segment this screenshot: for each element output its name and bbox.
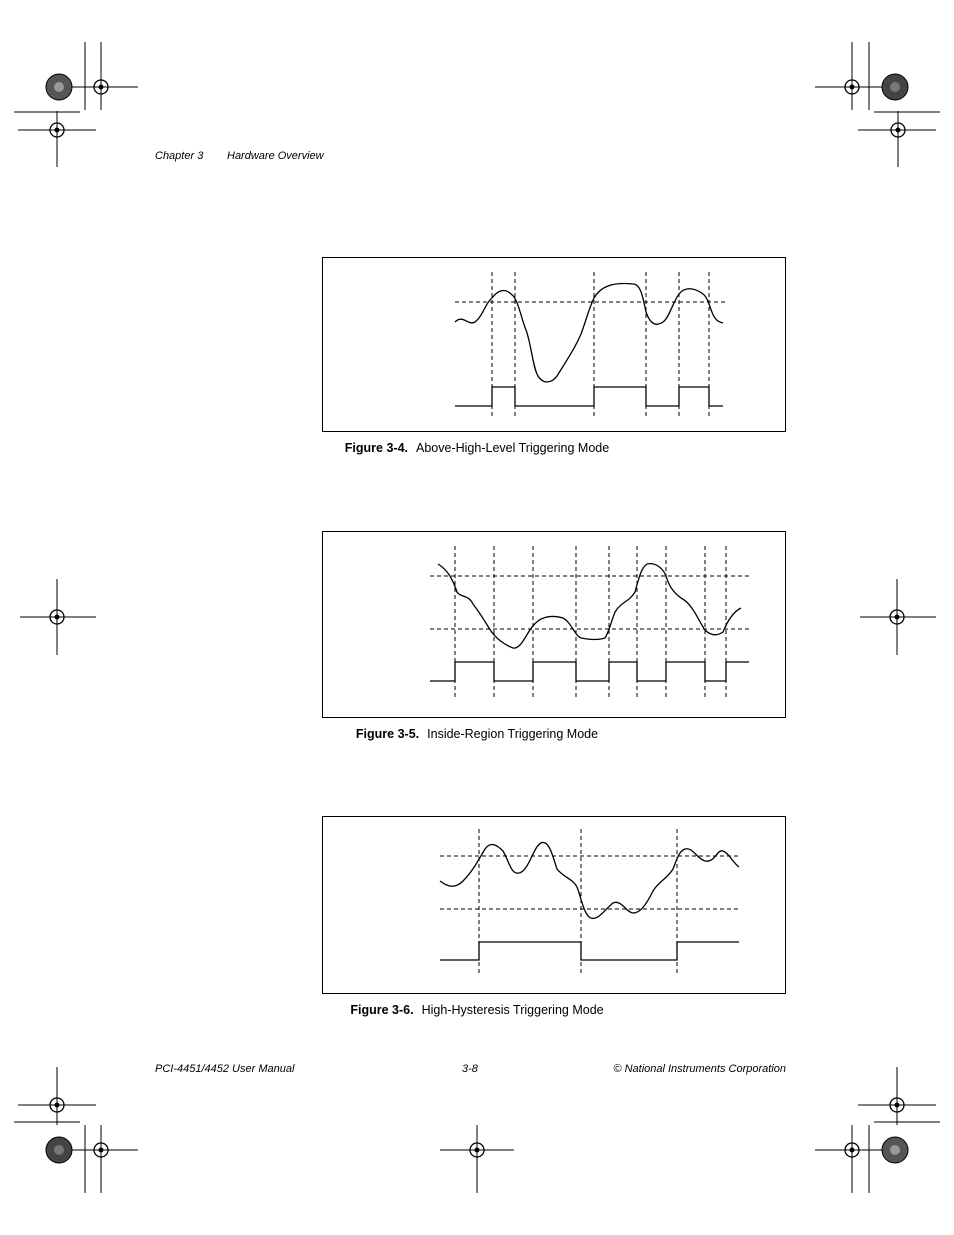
figure-3-4-title: Above-High-Level Triggering Mode xyxy=(416,441,610,455)
figure-3-4-diagram xyxy=(322,257,786,432)
footer-copyright: © National Instruments Corporation xyxy=(613,1063,786,1075)
footer-manual-title: PCI-4451/4452 User Manual xyxy=(155,1063,295,1075)
figure-3-6-caption xyxy=(0,1003,954,1017)
figure-3-6-diagram xyxy=(322,816,786,994)
figure-3-6-title: High-Hysteresis Triggering Mode xyxy=(421,1003,604,1017)
header-chapter: Chapter 3 xyxy=(155,150,204,162)
figure-3-5-title: Inside-Region Triggering Mode xyxy=(427,727,599,741)
header-section: Hardware Overview xyxy=(227,150,324,162)
figure-3-5-diagram xyxy=(322,531,786,718)
figure-3-4-caption xyxy=(0,441,954,455)
figure-3-6-number: Figure 3-6. xyxy=(350,1003,414,1017)
figure-3-5-caption xyxy=(0,727,954,741)
figure-3-5-number: Figure 3-5. xyxy=(355,727,420,741)
footer-page-number: 3-8 xyxy=(462,1063,478,1075)
figure-3-4-number: Figure 3-4. xyxy=(344,441,409,455)
